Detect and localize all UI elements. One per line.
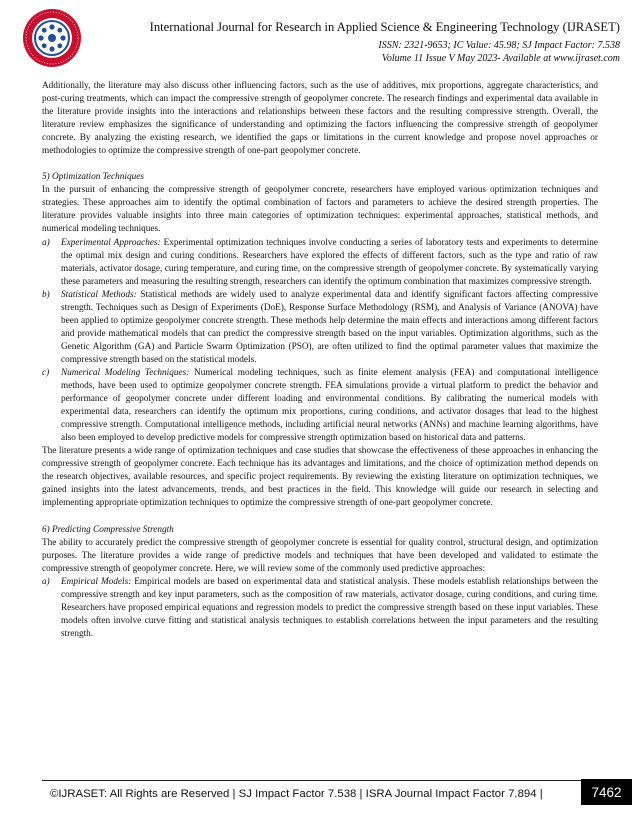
section-6-heading: 6) Predicting Compressive Strength bbox=[42, 524, 174, 535]
article-body bbox=[42, 80, 598, 641]
intro-paragraph: Additionally, the literature may also discuss other influencing factors, such as the use of additives, mix proportions, aggregate characteristics, and post-curing treatments, which can impact the compressive strength of geopolymer concrete. The research findings and experimental data available in the literature provide insights into the interactions and relationships between these factors and the resulting compressive strength. Overall, the literature review emphasizes the significance of understanding and optimizing the factors influencing the compressive strength of geopolymer concrete. By analyzing the existing research, we identified the gaps or limitations in the current knowledge and propose novel approaches or methodologies to optimize the compressive strength of one-part geopolymer concrete. bbox=[42, 81, 598, 157]
journal-title: International Journal for Research in Applied Science & Engineering Technology (IJRASET) bbox=[149, 20, 620, 34]
list-item-text: Empirical models are based on experimental data and statistical analysis. These models establish relationships between the compressive strength and key input parameters, such as the composition of raw materials, activator dosage, curing conditions, and curing time. Researchers have proposed empirical equations and regression models to predict the compressive strength based on these input variables. These models often involve curve fitting and statistical analysis techniques to establish correlations between the input parameters and the resulting strength. bbox=[61, 576, 598, 639]
list-item-term: Statistical Methods: bbox=[61, 289, 137, 300]
list-item bbox=[42, 237, 598, 289]
section-5-heading: 5) Optimization Techniques bbox=[42, 172, 144, 183]
section-5-intro: In the pursuit of enhancing the compressive strength of geopolymer concrete, researchers have employed various optimization techniques and strategies. These approaches aim to identify the optimal combination of factors and parameters to achieve the desired strength properties. The literature provides valuable insights into three main categories of optimization techniques: experimental approaches, statistical methods, and numerical modeling techniques. bbox=[42, 185, 598, 235]
ijraset-seal-logo-icon bbox=[22, 8, 82, 68]
list-item-label: c) bbox=[42, 367, 50, 378]
list-item-text: Experimental optimization techniques involve conducting a series of laboratory tests and experiments to determine the optimal mix design and curing conditions. Researchers have explored the effects of different factors, such as the type and ratio of raw materials, activator dosage, curing temperature, and curing time, on the compressive strength of geopolymer concrete. By systematically varying these parameters and measuring the resulting strength, researchers can identify the optimum combination that maximizes compressive strength. bbox=[61, 237, 598, 287]
footer-copyright: ©IJRASET: All Rights are Reserved | SJ Impact Factor 7.538 | ISRA Journal Impact Factor 7.894 | bbox=[50, 788, 543, 800]
list-item-label: a) bbox=[42, 237, 50, 248]
volume-line: Volume 11 Issue V May 2023- Available at www.ijraset.com bbox=[381, 53, 620, 64]
list-item-text: Numerical modeling techniques, such as finite element analysis (FEA) and computational intelligence methods, have been used to optimize geopolymer concrete strength. FEA simulations provide a virtual platform to predict the behavior and performance of geopolymer concrete under different loading and environmental conditions. By calibrating the numerical models with experimental data, researchers can identify the optimum mix proportions, curing conditions, and activator dosages that lead to the highest compressive strength. Computational intelligence methods, including artificial neural networks (ANNs) and machine learning algorithms, have also been employed to develop predictive models for compressive strength optimization based on historical data and patterns. bbox=[61, 367, 598, 444]
list-item-text: Statistical methods are widely used to analyze experimental data and identify significant factors affecting compressive strength. Techniques such as Design of Experiments (DoE), Response Surface Methodology (RSM), and Analysis of Variance (ANOVA) have been applied to optimize geopolymer concrete strength. These methods help determine the main effects and interactions among different factors and provide mathematical models that can predict the compressive strength based on the input variables. Optimization algorithms, such as the Genetic Algorithm (GA) and Particle Swarm Optimization (PSO), are often utilized to find the optimal parameter values that maximize the compressive strength based on the statistical models. bbox=[61, 289, 598, 365]
section-6-intro: The ability to accurately predict the compressive strength of geopolymer concrete is essential for quality control, structural design, and optimization purposes. The literature provides a wide range of predictive models and techniques that have been developed and validated to estimate the compressive strength of geopolymer concrete. Here, we will review some of the commonly used predictive approaches: bbox=[42, 537, 598, 574]
page-number: 7462 bbox=[581, 779, 632, 805]
page-header bbox=[0, 0, 638, 80]
list-item-term: Numerical Modeling Techniques: bbox=[61, 367, 190, 378]
list-item-label: b) bbox=[42, 289, 50, 300]
list-item-term: Experimental Approaches: bbox=[61, 237, 161, 248]
list-item-term: Empirical Models: bbox=[61, 576, 132, 587]
list-item bbox=[42, 289, 598, 367]
list-item bbox=[42, 367, 598, 445]
list-item bbox=[42, 576, 598, 641]
section-5-closing: The literature presents a wide range of optimization techniques and case studies that showcase the effectiveness of these approaches in enhancing the compressive strength of geopolymer concrete. Each technique has its advantages and limitations, and the choice of optimization method depends on the research objectives, available resources, and specific project requirements. By reviewing the existing literature on optimization techniques, we gained insights into the latest advancements, trends, and best practices in the field. This knowledge will guide our research in selecting and implementing appropriate optimization techniques to optimize the compressive strength of one-part geopolymer concrete. bbox=[42, 446, 598, 509]
list-item-label: a) bbox=[42, 576, 50, 587]
issn-line: ISSN: 2321-9653; IC Value: 45.98; SJ Impact Factor: 7.538 bbox=[378, 40, 620, 51]
footer-divider bbox=[42, 780, 587, 781]
